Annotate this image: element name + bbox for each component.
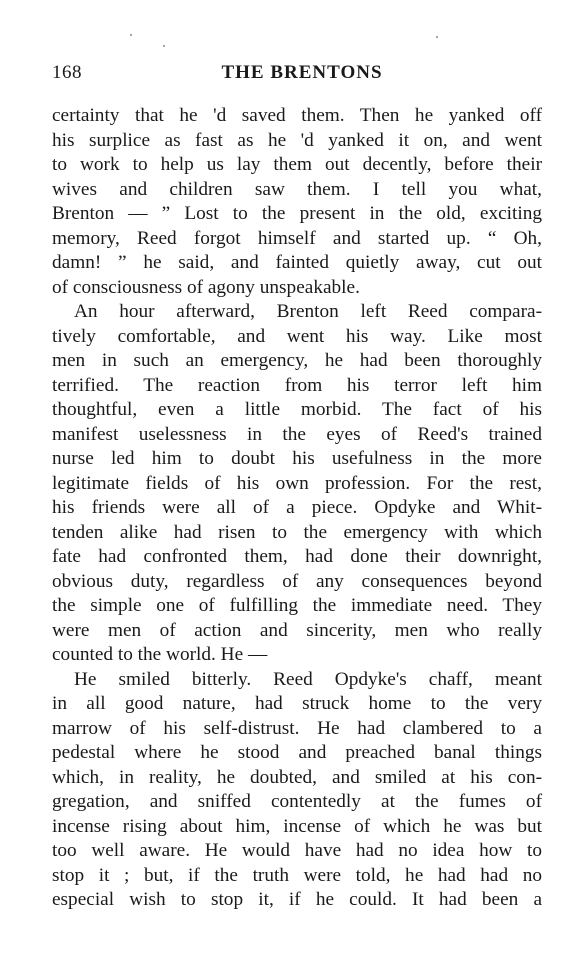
text-line: An hour afterward, Brenton left Reed compara- — [74, 301, 542, 322]
text-line: were men of action and sincerity, men who really — [52, 619, 542, 641]
text-line: fate had confronted them, had done their downright, — [52, 546, 542, 567]
text-line: terrified. The reaction from his terror left him — [52, 374, 542, 396]
text-line: stop it ; but, if the truth were told, he had had no — [52, 864, 542, 886]
text-line: nurse led him to doubt his usefulness in the more — [52, 448, 542, 469]
text-line: pedestal where he stood and preached banal things — [52, 742, 542, 763]
text-line: Brenton — ” Lost to the present in the old, exciting — [52, 203, 542, 224]
text-line: of consciousness of agony unspeakable. — [52, 276, 360, 298]
text-line: damn! ” he said, and fainted quietly away, cut out — [52, 252, 542, 273]
text-line: marrow of his self-distrust. He had clambered to a — [52, 717, 542, 739]
paragraph — [52, 668, 542, 913]
running-title: THE BRENTONS — [221, 62, 383, 83]
body-text — [52, 104, 542, 913]
text-line: legitimate fields of his own profession. For the rest, — [52, 472, 542, 494]
text-line: gregation, and sniffed contentedly at the fumes of — [52, 791, 542, 812]
text-line: tively comfortable, and went his way. Like most — [52, 325, 542, 347]
text-line: the simple one of fulfilling the immediate need. They — [52, 595, 542, 616]
paragraph — [52, 104, 542, 300]
text-line: wives and children saw them. I tell you what, — [52, 178, 542, 200]
paragraph — [52, 300, 542, 668]
text-line: men in such an emergency, he had been thoroughly — [52, 350, 542, 371]
text-line: especial wish to stop it, if he could. It had been a — [52, 889, 542, 910]
text-line: his surplice as fast as he 'd yanked it on, and went — [52, 129, 542, 151]
text-line: his friends were all of a piece. Opdyke and Whit- — [52, 497, 542, 518]
text-line: memory, Reed forgot himself and started up. “ Oh, — [52, 227, 542, 249]
text-line: to work to help us lay them out decently, before their — [52, 154, 542, 175]
text-line: He smiled bitterly. Reed Opdyke's chaff, meant — [74, 668, 542, 690]
book-page — [52, 62, 542, 913]
text-line: which, in reality, he doubted, and smiled at his con- — [52, 766, 542, 788]
scan-speck — [163, 45, 165, 47]
text-line: too well aware. He would have had no idea how to — [52, 840, 542, 861]
scan-speck — [130, 34, 132, 36]
page-number: 168 — [52, 62, 82, 83]
text-line: obvious duty, regardless of any consequences beyond — [52, 570, 542, 592]
text-line: tenden alike had risen to the emergency with which — [52, 521, 542, 543]
text-line: manifest uselessness in the eyes of Reed's trained — [52, 423, 542, 445]
text-line: counted to the world. He — — [52, 644, 268, 665]
text-line: certainty that he 'd saved them. Then he yanked off — [52, 105, 542, 126]
text-line: incense rising about him, incense of which he was but — [52, 815, 542, 837]
text-line: in all good nature, had struck home to the very — [52, 693, 542, 714]
text-line: thoughtful, even a little morbid. The fact of his — [52, 399, 542, 420]
scan-speck — [436, 36, 438, 38]
running-head — [52, 62, 542, 92]
